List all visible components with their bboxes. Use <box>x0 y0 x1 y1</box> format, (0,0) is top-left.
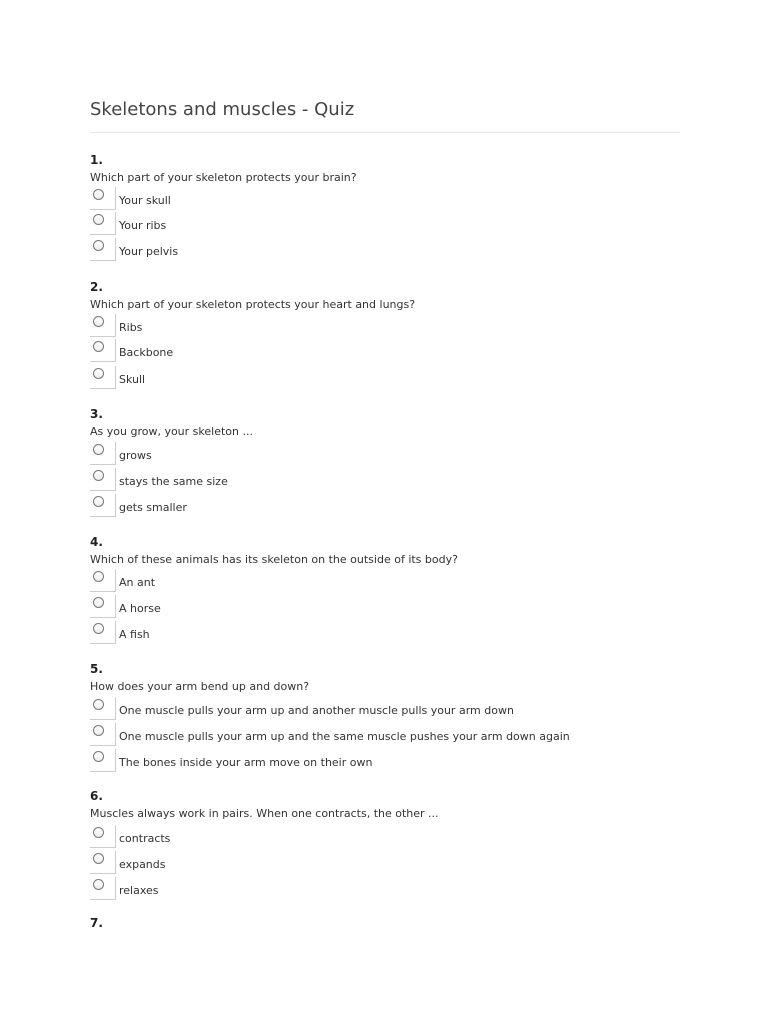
question-text: Muscles always work in pairs. When one contracts, the other ... <box>90 807 439 820</box>
radio-button[interactable] <box>93 316 104 327</box>
radio-button[interactable] <box>93 470 104 481</box>
radio-cell <box>90 749 116 772</box>
radio-cell <box>90 442 116 465</box>
question-text: Which part of your skeleton protects your brain? <box>90 171 357 184</box>
option-label[interactable]: Skull <box>119 373 146 386</box>
radio-cell <box>90 621 116 644</box>
radio-cell <box>90 595 116 618</box>
answer-option[interactable] <box>90 314 650 338</box>
radio-button[interactable] <box>93 597 104 608</box>
radio-cell <box>90 494 116 517</box>
question-number: 2. <box>90 280 103 294</box>
radio-button[interactable] <box>93 623 104 634</box>
answer-option[interactable] <box>90 468 650 492</box>
answer-option[interactable] <box>90 621 650 645</box>
radio-cell <box>90 212 116 235</box>
option-label[interactable]: grows <box>119 449 152 462</box>
radio-cell <box>90 723 116 746</box>
radio-button[interactable] <box>93 571 104 582</box>
radio-button[interactable] <box>93 496 104 507</box>
answer-option[interactable] <box>90 187 650 211</box>
answer-option[interactable] <box>90 749 650 773</box>
radio-button[interactable] <box>93 341 104 352</box>
radio-cell <box>90 825 116 848</box>
option-label[interactable]: expands <box>119 858 166 871</box>
option-label[interactable]: relaxes <box>119 884 159 897</box>
option-label[interactable]: gets smaller <box>119 501 187 514</box>
question-text: As you grow, your skeleton ... <box>90 425 253 438</box>
option-label[interactable]: Backbone <box>119 346 174 359</box>
option-label[interactable]: An ant <box>119 576 156 589</box>
option-label[interactable]: A fish <box>119 628 150 641</box>
option-label[interactable]: Your skull <box>119 194 171 207</box>
question-number: 6. <box>90 789 103 803</box>
question-text: Which of these animals has its skeleton on the outside of its body? <box>90 553 458 566</box>
option-label[interactable]: Ribs <box>119 321 143 334</box>
question-number: 1. <box>90 153 103 167</box>
radio-button[interactable] <box>93 853 104 864</box>
answer-option[interactable] <box>90 339 650 363</box>
option-label[interactable]: stays the same size <box>119 475 228 488</box>
radio-button[interactable] <box>93 751 104 762</box>
answer-option[interactable] <box>90 212 650 236</box>
answer-option[interactable] <box>90 851 650 875</box>
radio-button[interactable] <box>93 444 104 455</box>
answer-option[interactable] <box>90 697 650 721</box>
answer-option[interactable] <box>90 825 650 849</box>
question-number: 7. <box>90 916 103 930</box>
option-label[interactable]: contracts <box>119 832 171 845</box>
option-label[interactable]: Your pelvis <box>119 245 179 258</box>
question-number: 5. <box>90 662 103 676</box>
option-label[interactable]: The bones inside your arm move on their own <box>119 756 373 769</box>
radio-button[interactable] <box>93 879 104 890</box>
radio-cell <box>90 314 116 337</box>
answer-option[interactable] <box>90 595 650 619</box>
page-title: Skeletons and muscles - Quiz <box>90 99 355 120</box>
radio-button[interactable] <box>93 214 104 225</box>
option-label[interactable]: A horse <box>119 602 161 615</box>
question-number: 4. <box>90 535 103 549</box>
answer-option[interactable] <box>90 494 650 518</box>
radio-cell <box>90 366 116 389</box>
radio-cell <box>90 339 116 362</box>
radio-cell <box>90 697 116 720</box>
answer-option[interactable] <box>90 442 650 466</box>
title-divider <box>90 132 680 133</box>
radio-button[interactable] <box>93 240 104 251</box>
answer-option[interactable] <box>90 366 650 390</box>
answer-option[interactable] <box>90 723 650 747</box>
radio-cell <box>90 569 116 592</box>
question-text: Which part of your skeleton protects your heart and lungs? <box>90 298 416 311</box>
radio-cell <box>90 877 116 900</box>
radio-button[interactable] <box>93 368 104 379</box>
option-label[interactable]: One muscle pulls your arm up and another muscle pulls your arm down <box>119 704 514 717</box>
radio-button[interactable] <box>93 189 104 200</box>
question-text: How does your arm bend up and down? <box>90 680 310 693</box>
radio-button[interactable] <box>93 699 104 710</box>
radio-cell <box>90 851 116 874</box>
answer-option[interactable] <box>90 238 650 262</box>
question-number: 3. <box>90 407 103 421</box>
option-label[interactable]: One muscle pulls your arm up and the same muscle pushes your arm down again <box>119 730 570 743</box>
radio-button[interactable] <box>93 827 104 838</box>
radio-cell <box>90 187 116 210</box>
answer-option[interactable] <box>90 569 650 593</box>
radio-cell <box>90 238 116 261</box>
option-label[interactable]: Your ribs <box>119 219 167 232</box>
answer-option[interactable] <box>90 877 650 901</box>
radio-cell <box>90 468 116 491</box>
radio-button[interactable] <box>93 725 104 736</box>
